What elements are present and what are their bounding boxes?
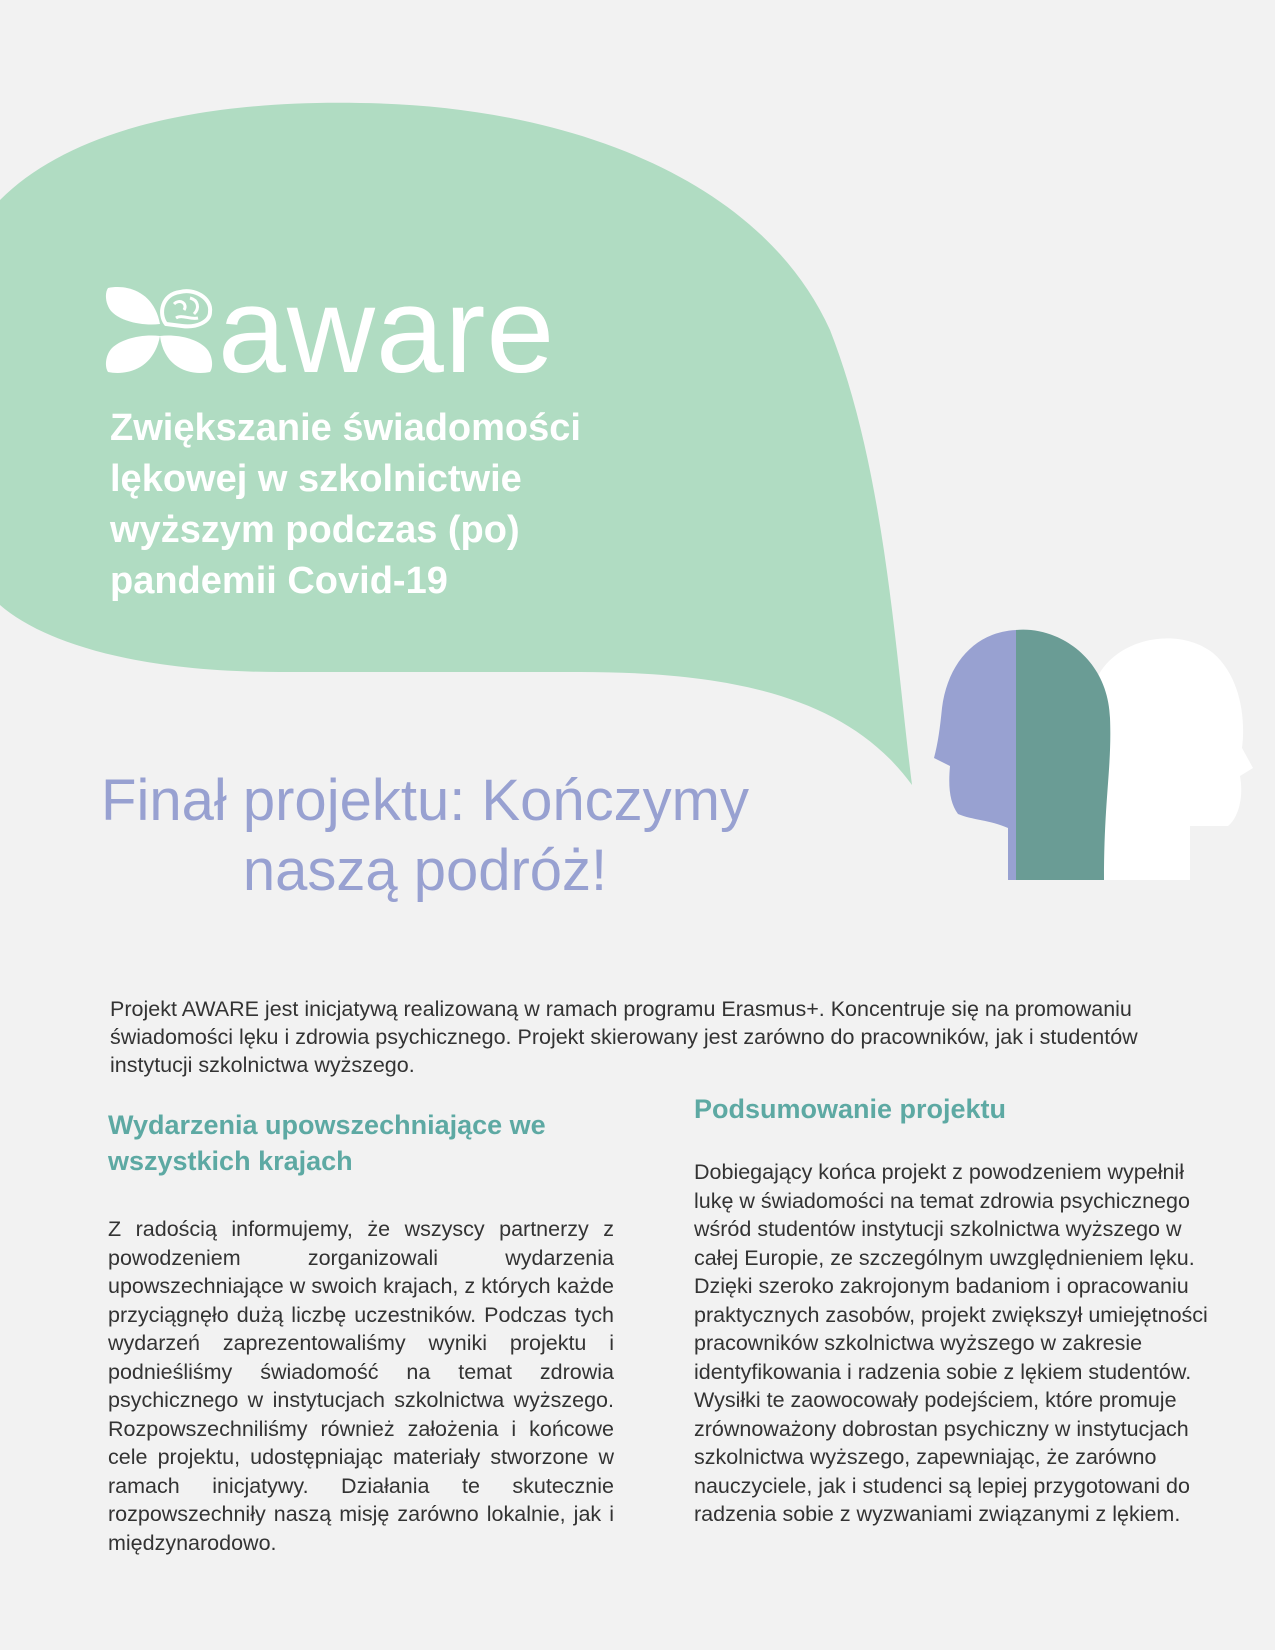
logo-wordmark: aware	[218, 262, 556, 398]
intro-paragraph: Projekt AWARE jest inicjatywą realizowaną w ramach programu Erasmus+. Koncentruje się na promowaniu świadomości lęku i zdrowia psychicznego. Projekt skierowany jest zarówno do pracowników, jak i studentów instytucji szkolnictwa wyższego.	[110, 997, 1138, 1077]
right-section-body: Dobiegający końca projekt z powodzeniem wypełnił lukę w świadomości na temat zdrowia psychicznego wśród studentów instytucji szkolnictwa wyższego w całej Europie, ze szczególnym uwzględnieniem lęku. Dzięki szeroko zakrojonym badaniom i opracowaniu praktycznych zasobów, projekt zwiększył umiejętności pracowników szkolnictwa wyższego w zakresie identyfikowania i radzenia sobie z lękiem studentów. Wysiłki te zaowocowały podejściem, które promuje zrównoważony dobrostan psychiczny w instytucjach szkolnictwa wyższego, zapewniając, że zarówno nauczyciele, jak i studenci są lepiej przygotowani do radzenia sobie z wyzwaniami związanymi z lękiem.	[694, 1160, 1208, 1526]
right-section-heading: Podsumowanie projektu	[694, 1094, 1007, 1124]
final-title: Finał projektu: Kończymy naszą podróż!	[101, 768, 749, 903]
left-section-heading: Wydarzenia upowszechniające we wszystkich krajach	[108, 1110, 546, 1176]
head-front-teal	[1016, 630, 1110, 880]
heads-silhouette-icon	[928, 628, 1268, 880]
tagline: Zwiększanie świadomości lękowej w szkolnictwie wyższym podczas (po) pandemii Covid-19	[110, 407, 581, 602]
brain-butterfly-icon	[104, 284, 214, 376]
left-section-body: Z radością informujemy, że wszyscy partnerzy z powodzeniem zorganizowali wydarzenia upowszechniające w swoich krajach, z których każde przyciągnęło dużą liczbę uczestników. Podczas tych wydarzeń zaprezentowaliśmy wyniki projektu i podnieśliśmy świadomość na temat zdrowia psychicznego w instytucjach szkolnictwa wyższego. Rozpowszechniliśmy również założenia i końcowe cele projektu, udostępniając materiały stworzone w ramach inicjatywy. Działania te skutecznie rozpowszechniły naszą misję zarówno lokalnie, jak i międzynarodowo.	[108, 1217, 614, 1555]
head-front-lavender	[934, 630, 1016, 880]
head-white	[1098, 638, 1253, 880]
aware-logo	[104, 262, 556, 398]
